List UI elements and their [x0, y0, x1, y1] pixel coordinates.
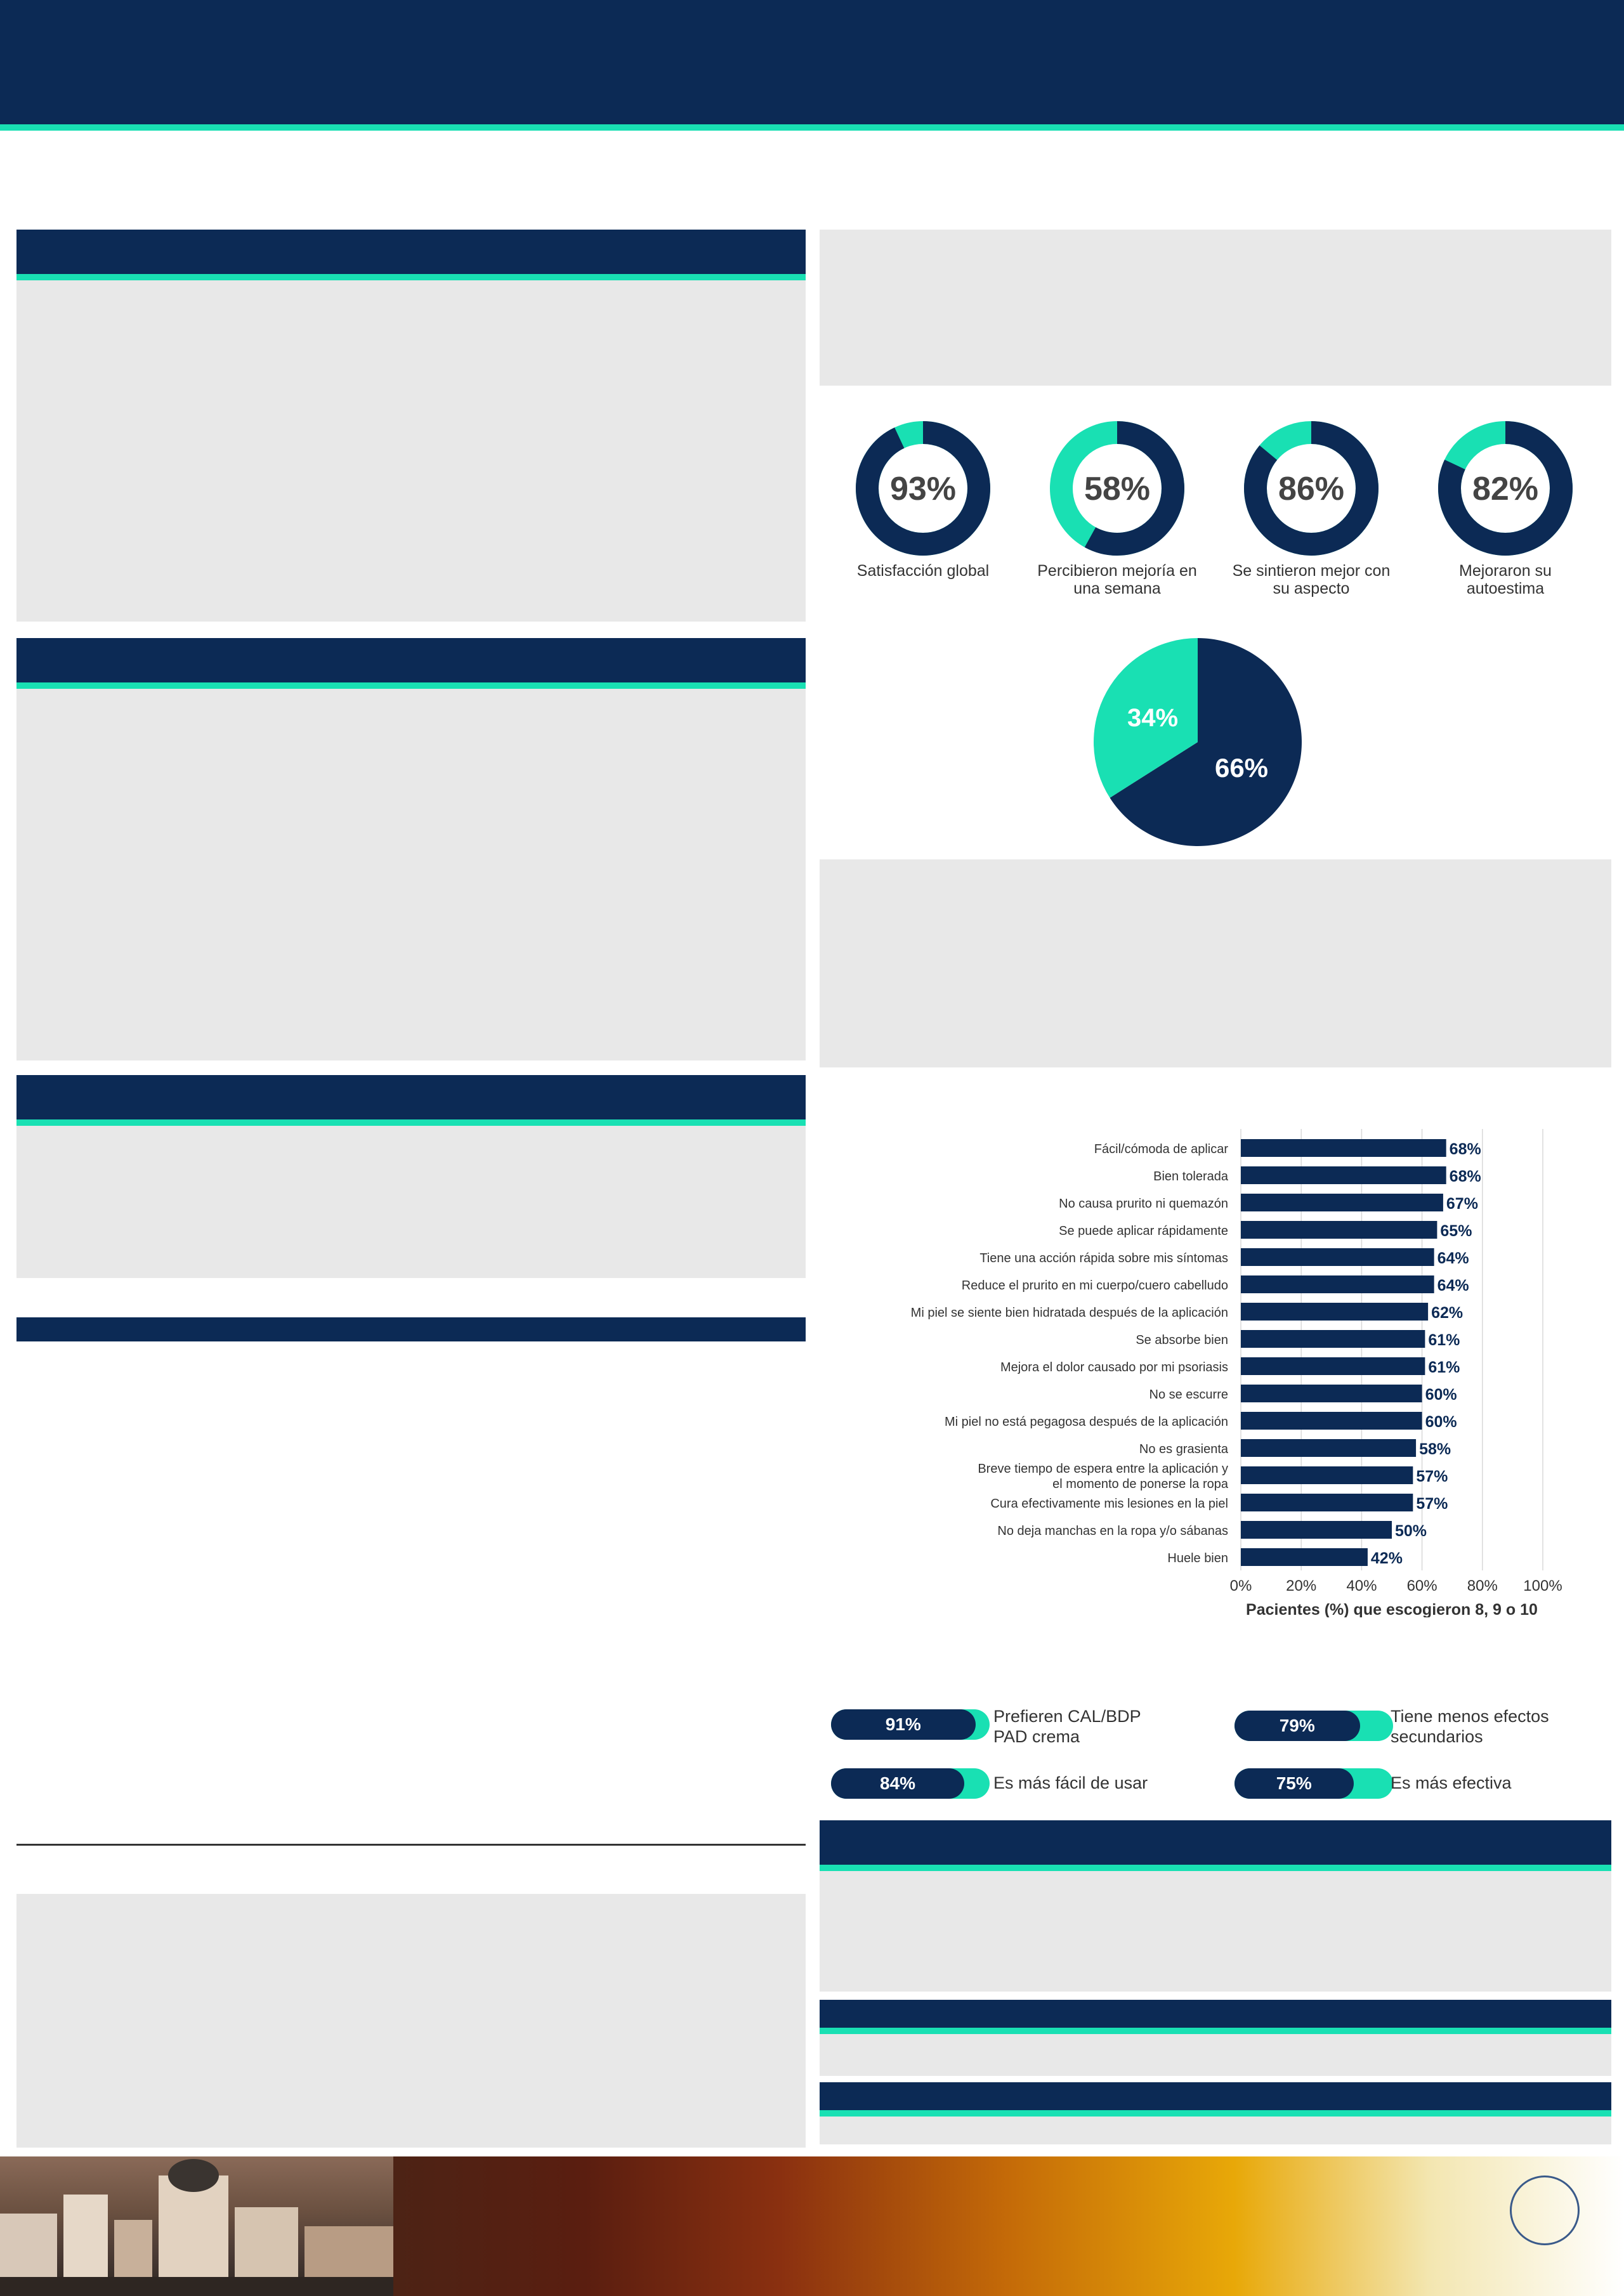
bar: [1241, 1275, 1434, 1293]
category-label: No causa prurito ni quemazón: [1059, 1197, 1228, 1211]
category-label: No se escurre: [1149, 1388, 1228, 1402]
bar: [1241, 1548, 1368, 1566]
x-tick-label: 40%: [1346, 1577, 1377, 1595]
bar-value-label: 61%: [1428, 1331, 1460, 1349]
bar-value-label: 64%: [1437, 1249, 1469, 1267]
fig4-pill-value: 84%: [831, 1768, 964, 1799]
fig4-item-text: Prefieren CAL/BDP PAD crema: [993, 1707, 1141, 1746]
intro-heading: [16, 230, 806, 280]
bar: [1241, 1303, 1428, 1321]
bar-value-label: 68%: [1449, 1140, 1481, 1158]
bar: [1241, 1521, 1392, 1539]
bar-value-label: 68%: [1449, 1168, 1481, 1185]
category-label: Fácil/cómoda de aplicar: [1094, 1142, 1228, 1156]
category-label: Mejora el dolor causado por mi psoriasis: [1000, 1360, 1228, 1374]
category-label: Mi piel se siente bien hidratada después de la aplicación: [910, 1306, 1228, 1320]
bar-value-label: 57%: [1416, 1495, 1448, 1513]
fig2-pie-chart: [820, 634, 1611, 850]
acknowledgments-heading: [820, 2082, 1611, 2117]
bar: [1241, 1194, 1443, 1211]
satisfaction-panel: [820, 230, 1611, 386]
donut-caption: Se sintieron mejor con su aspecto: [1232, 562, 1391, 597]
bar: [1241, 1248, 1434, 1266]
category-label: Se puede aplicar rápidamente: [1059, 1224, 1228, 1238]
x-tick-label: 100%: [1523, 1577, 1562, 1595]
category-label: No es grasienta: [1139, 1442, 1228, 1456]
pie-low-label: 34%: [1127, 704, 1179, 732]
congress-footer-banner: [0, 2156, 1624, 2296]
fig4-pill-value: 79%: [1234, 1711, 1360, 1741]
bar: [1241, 1330, 1425, 1348]
bar: [1241, 1357, 1425, 1375]
fig4-pill-value: 75%: [1234, 1768, 1354, 1799]
fig4-pill-track: [1234, 1768, 1393, 1799]
table1-bottom-rule: [16, 1844, 806, 1846]
bar-value-label: 64%: [1437, 1277, 1469, 1295]
methods-heading: [16, 638, 806, 689]
x-tick-label: 60%: [1406, 1577, 1437, 1595]
header-accent-stripe: [0, 124, 1624, 131]
conclusions-heading: [820, 1820, 1611, 1871]
bar-value-label: 60%: [1425, 1413, 1457, 1431]
bar-value-label: 42%: [1370, 1549, 1403, 1567]
donut-value-label: 58%: [1084, 471, 1151, 507]
donut-caption: Satisfacción global: [856, 562, 990, 580]
donut-caption: Mejoraron su autoestima: [1459, 562, 1552, 597]
cityscape-illustration: [0, 2156, 393, 2296]
methods-panel: [16, 689, 806, 1060]
bar: [1241, 1166, 1446, 1184]
bar-value-label: 62%: [1431, 1304, 1464, 1322]
fig1-donut-chart: [820, 419, 1611, 558]
category-label: Tiene una acción rápida sobre mis síntomas: [979, 1251, 1228, 1265]
bar-value-label: 61%: [1428, 1359, 1460, 1376]
table1-header-row: [16, 1317, 806, 1341]
fig3-bar-chart: [820, 1129, 1611, 1617]
bar: [1241, 1439, 1416, 1457]
intro-panel: [16, 280, 806, 622]
category-label: Breve tiempo de espera entre la aplicación y: [978, 1462, 1228, 1476]
bar-value-label: 57%: [1416, 1468, 1448, 1485]
references-panel: [820, 2034, 1611, 2076]
bar-value-label: 50%: [1395, 1522, 1427, 1540]
category-label: Huele bien: [1167, 1551, 1228, 1565]
x-tick-label: 0%: [1229, 1577, 1252, 1595]
bar: [1241, 1466, 1413, 1484]
fig4-item-text: Es más efectiva: [1391, 1773, 1512, 1792]
aedv-logo: [1510, 2175, 1580, 2245]
table1: [16, 1317, 806, 1341]
bar: [1241, 1412, 1422, 1430]
fig4-item-text: Tiene menos efectos secundarios: [1391, 1707, 1549, 1746]
bar: [1241, 1494, 1413, 1511]
poster-header: [0, 0, 1624, 124]
donut-value-label: 86%: [1278, 471, 1345, 507]
category-label-cont: el momento de ponerse la ropa: [1052, 1477, 1228, 1491]
category-label: Se absorbe bien: [1136, 1333, 1228, 1347]
pie-high-label: 66%: [1214, 753, 1269, 783]
bar-value-label: 67%: [1446, 1195, 1478, 1213]
bar-value-label: 58%: [1419, 1440, 1451, 1458]
donut-value-label: 93%: [889, 471, 957, 507]
category-label: Cura efectivamente mis lesiones en la piel: [990, 1497, 1228, 1511]
results-panel: [16, 1126, 806, 1278]
category-label: Bien tolerada: [1153, 1170, 1228, 1184]
category-label: No deja manchas en la ropa y/o sábanas: [997, 1524, 1228, 1538]
fig4-pill-track: [831, 1709, 990, 1740]
fig4-pill-track: [1234, 1711, 1393, 1741]
donut-value-label: 82%: [1472, 471, 1539, 507]
results-heading: [16, 1075, 806, 1126]
x-axis-label: Pacientes (%) que escogieron 8, 9 o 10: [1246, 1601, 1538, 1617]
x-tick-label: 80%: [1467, 1577, 1498, 1595]
donut-caption: Percibieron mejoría en una semana: [1037, 562, 1197, 597]
perception-panel: [820, 859, 1611, 1067]
acknowledgments-panel: [820, 2117, 1611, 2144]
bar: [1241, 1385, 1422, 1402]
category-label: Mi piel no está pegagosa después de la aplicación: [945, 1415, 1228, 1429]
bar: [1241, 1221, 1437, 1239]
references-heading: [820, 2000, 1611, 2034]
bar: [1241, 1139, 1446, 1157]
x-tick-label: 20%: [1286, 1577, 1317, 1595]
usage-panel: [16, 1894, 806, 2148]
fig4-pill-track: [831, 1768, 990, 1799]
bar-value-label: 65%: [1440, 1222, 1472, 1240]
category-label: Reduce el prurito en mi cuerpo/cuero cabelludo: [961, 1279, 1228, 1293]
conclusions-panel: [820, 1871, 1611, 1992]
fig4-pill-value: 91%: [831, 1709, 976, 1740]
madrid-cityscape-image: [0, 2156, 393, 2296]
fig4-item-text: Es más fácil de usar: [993, 1773, 1148, 1792]
bar-value-label: 60%: [1425, 1386, 1457, 1404]
